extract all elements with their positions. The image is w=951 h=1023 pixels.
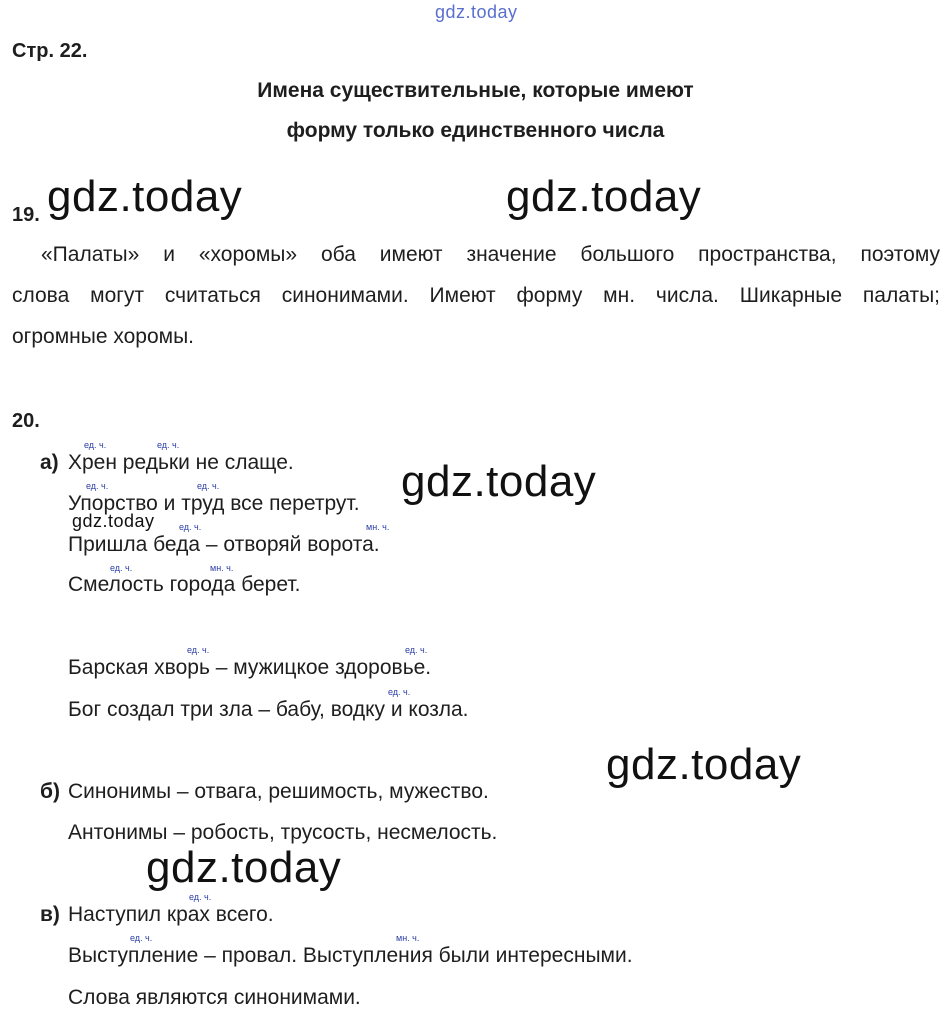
part-c-letter: в) bbox=[40, 903, 60, 926]
watermark-small: gdz.today bbox=[72, 511, 155, 531]
sentence-line: Наступил крах всего. bbox=[68, 903, 274, 926]
annotation-singular: ед. ч. bbox=[110, 563, 133, 573]
part-a-letter: а) bbox=[40, 451, 59, 474]
annotation-singular: ед. ч. bbox=[405, 645, 428, 655]
exercise-19-line: слова могут считаться синонимами. Имеют форму мн. числа. Шикарные палаты; bbox=[12, 284, 940, 307]
page-label: Стр. 22. bbox=[12, 40, 88, 62]
annotation-plural: мн. ч. bbox=[396, 933, 420, 943]
annotation-singular: ед. ч. bbox=[189, 892, 212, 902]
watermark: gdz.today bbox=[146, 843, 342, 892]
annotation-plural: мн. ч. bbox=[210, 563, 234, 573]
section-title-line-1: Имена существительные, которые имеют bbox=[257, 79, 694, 102]
watermark-top: gdz.today bbox=[435, 2, 518, 22]
watermark: gdz.today bbox=[401, 457, 597, 506]
proverb-line: Упорство и труд все перетрут. bbox=[68, 492, 360, 515]
annotation-singular: ед. ч. bbox=[86, 481, 109, 491]
part-b-letter: б) bbox=[40, 780, 60, 803]
sentence-line: Выступление – провал. Выступления были интересными. bbox=[68, 944, 633, 967]
proverb-line: Бог создал три зла – бабу, водку и козла. bbox=[68, 698, 469, 721]
exercise-19-text bbox=[12, 234, 940, 357]
watermark: gdz.today bbox=[606, 740, 802, 789]
proverb-line: Хрен редьки не слаще. bbox=[68, 451, 294, 474]
proverb-line: Пришла беда – отворяй ворота. bbox=[68, 533, 380, 556]
proverb-line: Барская хворь – мужицкое здоровье. bbox=[68, 656, 432, 679]
sentence-line: Слова являются синонимами. bbox=[68, 986, 361, 1009]
section-title-line-2: форму только единственного числа bbox=[286, 119, 665, 142]
annotation-singular: ед. ч. bbox=[187, 645, 210, 655]
exercise-19-number: 19. bbox=[12, 204, 40, 226]
synonyms-line: Синонимы – отвага, решимость, мужество. bbox=[68, 780, 489, 803]
watermark: gdz.today bbox=[506, 172, 702, 221]
exercise-19-line: огромные хоромы. bbox=[12, 325, 195, 348]
annotation-singular: ед. ч. bbox=[84, 440, 107, 450]
annotation-singular: ед. ч. bbox=[388, 687, 411, 697]
proverb-line: Смелость города берет. bbox=[68, 573, 301, 596]
annotation-singular: ед. ч. bbox=[179, 522, 202, 532]
watermark: gdz.today bbox=[47, 172, 243, 221]
antonyms-line: Антонимы – робость, трусость, несмелость. bbox=[68, 821, 498, 844]
annotation-singular: ед. ч. bbox=[197, 481, 220, 491]
annotation-plural: мн. ч. bbox=[366, 522, 390, 532]
annotation-singular: ед. ч. bbox=[157, 440, 180, 450]
exercise-20-number: 20. bbox=[12, 410, 40, 432]
exercise-19-line: «Палаты» и «хоромы» оба имеют значение большого пространства, поэтому bbox=[41, 243, 940, 266]
annotation-singular: ед. ч. bbox=[130, 933, 153, 943]
